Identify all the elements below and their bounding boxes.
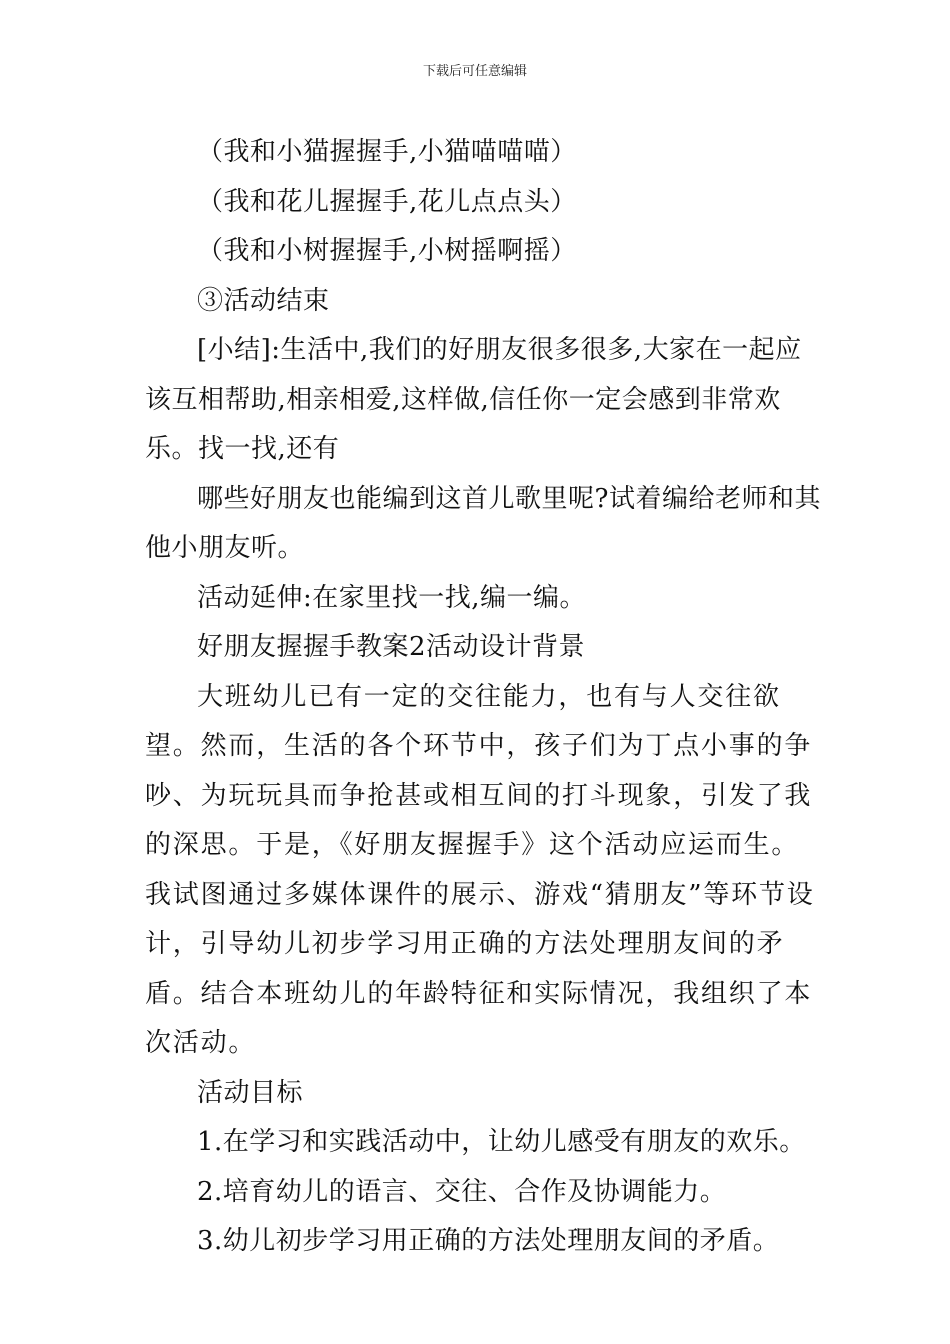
paragraph-activity-extension: 活动延伸:在家里找一找,编一编。	[197, 582, 587, 613]
paragraph-tree-handshake: （我和小树握握手,小树摇啊摇）	[197, 236, 577, 266]
section-heading-lesson-2-background: 好朋友握握手教案2活动设计背景	[197, 632, 586, 662]
goal-item-2: 2.培育幼儿的语言、交往、合作及协调能力。	[197, 1176, 727, 1207]
paragraph-summary: [小结]:生活中,我们的好朋友很多很多,大家在一起应该互相帮助,相亲相爱,这样做,信任你一定会感到非常欢乐。找一找,还有	[145, 335, 802, 464]
paragraph-cat-handshake: （我和小猫握握手,小猫喵喵喵）	[197, 137, 577, 167]
paragraph-more-friends: 哪些好朋友也能编到这首儿歌里呢?试着编给老师和其他小朋友听。	[145, 483, 821, 563]
paragraph-flower-handshake: （我和花儿握握手,花儿点点头）	[197, 186, 577, 217]
section-heading-activity-goals: 活动目标	[197, 1077, 304, 1108]
section-heading-activity-end: ③活动结束	[197, 285, 330, 316]
document-body	[145, 128, 825, 1267]
goal-item-1: 1.在学习和实践活动中，让幼儿感受有朋友的欢乐。	[197, 1127, 806, 1157]
paragraph-background: 大班幼儿已有一定的交往能力，也有与人交往欲望。然而，生活的各个环节中，孩子们为丁点小事的争吵、为玩玩具而争抢甚或相互间的打斗现象，引发了我的深思。于是，《好朋友握握手》这个活动应运而生。我试图通过多媒体课件的展示、游戏“猜朋友”等环节设计，引导幼儿初步学习用正确的方法处理朋友间的矛盾。结合本班幼儿的年龄特征和实际情况，我组织了本次活动。	[145, 681, 815, 1058]
goal-item-3: 3.幼儿初步学习用正确的方法处理朋友间的矛盾。	[197, 1226, 780, 1256]
page-header-note: 下载后可任意编辑	[422, 64, 527, 79]
